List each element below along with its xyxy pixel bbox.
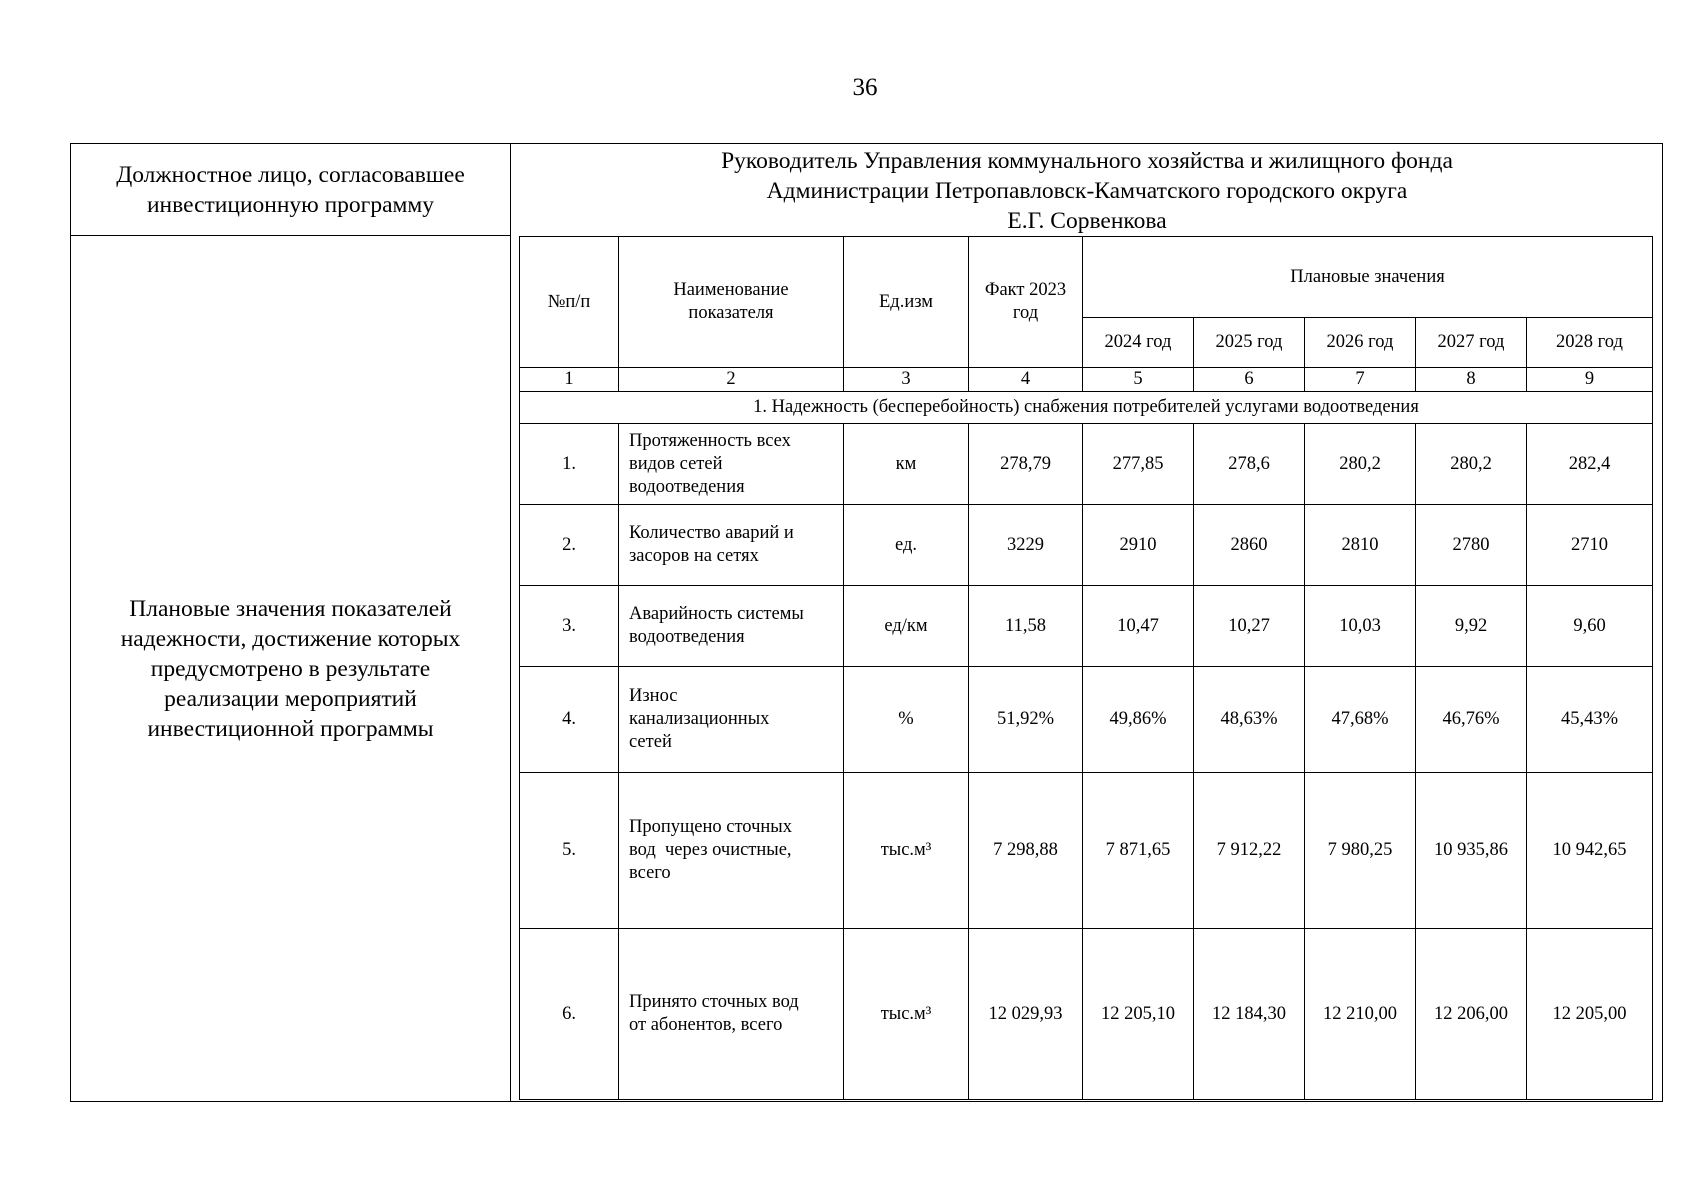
header-year: 2026 год (1305, 318, 1416, 368)
page-number: 36 (852, 74, 878, 101)
column-number: 7 (1305, 368, 1416, 392)
row-plan-2025: 48,63% (1194, 667, 1305, 773)
row-unit: тыс.м³ (844, 773, 969, 929)
column-divider (510, 144, 511, 1101)
row-plan-2025: 10,27 (1194, 586, 1305, 667)
approver-label-line: Должностное лицо, согласовавшее (116, 161, 465, 188)
row-unit: км (844, 424, 969, 505)
row-plan-2028: 12 205,00 (1527, 929, 1653, 1100)
row-name: Аварийность системы водоотведения (619, 586, 844, 667)
row-plan-2027: 280,2 (1416, 424, 1527, 505)
header-year: 2027 год (1416, 318, 1527, 368)
row-plan-2024: 49,86% (1083, 667, 1194, 773)
row-fact: 11,58 (969, 586, 1083, 667)
header-row (520, 237, 1653, 318)
row-plan-2024: 12 205,10 (1083, 929, 1194, 1100)
row-name: Принято сточных вод от абонентов, всего (619, 929, 844, 1100)
row-num: 3. (520, 586, 619, 667)
row-num: 2. (520, 505, 619, 586)
column-number: 3 (844, 368, 969, 392)
row-plan-2027: 46,76% (1416, 667, 1527, 773)
column-number: 8 (1416, 368, 1527, 392)
approver-organization-line: Администрации Петропавловск-Камчатского городского округа (766, 178, 1408, 204)
row-plan-2024: 10,47 (1083, 586, 1194, 667)
header-unit: Ед.изм (844, 237, 969, 368)
row-plan-2025: 2860 (1194, 505, 1305, 586)
row-plan-2028: 10 942,65 (1527, 773, 1653, 929)
row-plan-2026: 2810 (1305, 505, 1416, 586)
row-plan-2026: 47,68% (1305, 667, 1416, 773)
row-unit: ед. (844, 505, 969, 586)
row-plan-2028: 282,4 (1527, 424, 1653, 505)
header-year: 2028 год (1527, 318, 1653, 368)
row-plan-2027: 12 206,00 (1416, 929, 1527, 1100)
table-row (520, 424, 1653, 505)
table-row (520, 773, 1653, 929)
row-fact: 3229 (969, 505, 1083, 586)
row-plan-2027: 2780 (1416, 505, 1527, 586)
row-plan-2024: 2910 (1083, 505, 1194, 586)
row-fact: 7 298,88 (969, 773, 1083, 929)
row-unit: % (844, 667, 969, 773)
row-fact: 51,92% (969, 667, 1083, 773)
header-name: Наименование показателя (619, 237, 844, 368)
approver-name: Е.Г. Сорвенкова (1007, 208, 1167, 234)
indicators-label-line: предусмотрено в результате (150, 655, 431, 682)
header-num: №п/п (520, 237, 619, 368)
column-number: 2 (619, 368, 844, 392)
row-plan-2028: 45,43% (1527, 667, 1653, 773)
row-num: 6. (520, 929, 619, 1100)
row-plan-2026: 10,03 (1305, 586, 1416, 667)
header-fact: Факт 2023 год (969, 237, 1083, 368)
row-name: Пропущено сточных вод через очистные, всего (619, 773, 844, 929)
approver-label-cell (71, 144, 510, 235)
row-plan-2025: 278,6 (1194, 424, 1305, 505)
approver-label-line: инвестиционную программу (146, 191, 434, 218)
row-plan-2026: 280,2 (1305, 424, 1416, 505)
row-num: 4. (520, 667, 619, 773)
row-name: Износ канализационных сетей (619, 667, 844, 773)
row-plan-2027: 9,92 (1416, 586, 1527, 667)
column-number: 6 (1194, 368, 1305, 392)
row-plan-2026: 12 210,00 (1305, 929, 1416, 1100)
section-title: 1. Надежность (бесперебойность) снабжения потребителей услугами водоотведения (520, 392, 1653, 424)
column-number: 5 (1083, 368, 1194, 392)
row-num: 5. (520, 773, 619, 929)
table-row (520, 586, 1653, 667)
table-row (520, 505, 1653, 586)
column-number-row (520, 368, 1653, 392)
approver-position-line: Руководитель Управления коммунального хозяйства и жилищного фонда (721, 148, 1453, 174)
table-row (520, 929, 1653, 1100)
row-plan-2025: 7 912,22 (1194, 773, 1305, 929)
indicators-label-cell (71, 236, 510, 1101)
table-row (520, 667, 1653, 773)
column-number: 9 (1527, 368, 1653, 392)
indicators-label-line: Плановые значения показателей (129, 595, 452, 622)
row-plan-2024: 7 871,65 (1083, 773, 1194, 929)
row-plan-2028: 2710 (1527, 505, 1653, 586)
column-number: 4 (969, 368, 1083, 392)
header-planned: Плановые значения (1083, 237, 1653, 318)
row-name: Протяженность всех видов сетей водоотведения (619, 424, 844, 505)
row-num: 1. (520, 424, 619, 505)
row-plan-2024: 277,85 (1083, 424, 1194, 505)
row-plan-2026: 7 980,25 (1305, 773, 1416, 929)
approver-name-cell (512, 146, 1662, 236)
row-plan-2028: 9,60 (1527, 586, 1653, 667)
row-name: Количество аварий и засоров на сетях (619, 505, 844, 586)
row-plan-2027: 10 935,86 (1416, 773, 1527, 929)
row-unit: тыс.м³ (844, 929, 969, 1100)
column-number: 1 (520, 368, 619, 392)
header-year: 2025 год (1194, 318, 1305, 368)
indicators-label-line: реализации мероприятий (164, 685, 417, 712)
row-fact: 278,79 (969, 424, 1083, 505)
row-unit: ед/км (844, 586, 969, 667)
section-row (520, 392, 1653, 424)
reliability-indicators-table (519, 236, 1653, 1100)
row-plan-2025: 12 184,30 (1194, 929, 1305, 1100)
header-year: 2024 год (1083, 318, 1194, 368)
row-fact: 12 029,93 (969, 929, 1083, 1100)
indicators-label-line: инвестиционной программы (147, 715, 434, 742)
indicators-label-line: надежности, достижение которых (120, 625, 461, 652)
